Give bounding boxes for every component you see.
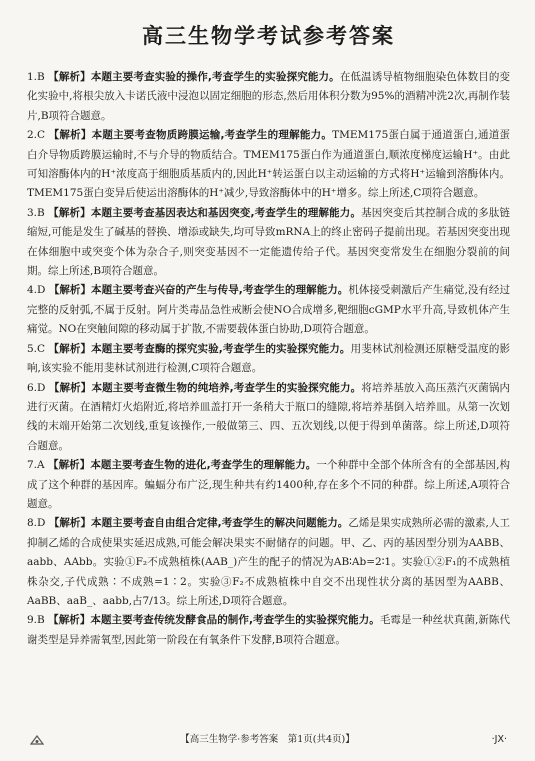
footer-region-code: ·JX·: [491, 734, 507, 745]
footer-page-info: 【高三生物学·参考答案 第1页(共4页)】: [180, 734, 355, 745]
answer-item: 3.B 【解析】本题主要考查基因表达和基因突变,考查学生的理解能力。基因突变后其控制合成的多肽链缩短,可能是发生了碱基的替换、增添或缺失,均可导致mRNA上的终止密码子提前出现。若基因突变出现在体细胞中或突变个体为杂合子,则突变基因不一定能遗传给子代。基因突变常发生在细胞分裂前的间期。综上所述,B项符合题意。: [27, 206, 511, 278]
answer-item: 4.D 【解析】本题主要考查兴奋的产生与传导,考查学生的理解能力。机体接受刺激后产生痛觉,没有经过完整的反射弧,不属于反射。阿片类毒品急性戒断会使NO合成增多,靶细胞cGMP水平升高,导致机体产生痛觉。NO在突触间隙的移动属于扩散,不需要载体蛋白协助,D项符合题意。: [27, 284, 510, 336]
answer-item: 8.D 【解析】本题主要考查自由组合定律,考查学生的解决问题能力。乙烯是果实成熟所必需的激素,人工抑制乙烯的合成使果实延迟成熟,可能会解决果实不耐储存的问题。甲、乙、丙的基因型分别为AABB、aabb、AAbb。实验①F₂不成熟植株(AAB_)产生的配子的情况为AB∶Ab=2∶1。实验①②F₁的不成熟植株杂交,子代成熟∶不成熟=1∶2。实验③F₂不成熟植株中自交不出现性状分离的基因型为AABB、AaBB、aaB_、aabb,占7/13。综上所述,D项符合题意。: [27, 517, 510, 607]
answer-item: 7.A 【解析】本题主要考查生物的进化,考查学生的理解能力。一个种群中全部个体所含有的全部基因,构成了这个种群的基因库。蝙蝠分布广泛,现生种共有约1400种,存在多个不同的种群。综上所述,A项符合题意。: [27, 459, 511, 510]
page-footer: [0, 730, 535, 750]
answer-list: [27, 68, 510, 650]
page-title: 高三生物学考试参考答案: [142, 24, 395, 48]
answer-item: 1.B 【解析】本题主要考查实验的操作,考查学生的实验探究能力。在低温诱导植物细胞染色体数目的变化实验中,将根尖放入卡诺氏液中浸泡以固定细胞的形态,然后用体积分数为95%的酒精冲洗2次,再制作装片,B项符合题意。: [27, 71, 511, 122]
answer-item: 6.D 【解析】本题主要考查微生物的纯培养,考查学生的实验探究能力。将培养基放入高压蒸汽灭菌锅内进行灭菌。在酒精灯火焰附近,将培养皿盖打开一条稍大于瓶口的缝隙,将培养基倒入培养皿。从第一次划线的末端开始第二次划线,重复该操作,一般做第三、四、五次划线,以便于得到单菌落。综上所述,D项符合题意。: [27, 381, 511, 452]
answer-item: 2.C 【解析】本题主要考查物质跨膜运输,考查学生的理解能力。TMEM175蛋白属于通道蛋白,通道蛋白介导物质跨膜运输时,不与介导的物质结合。TMEM175蛋白作为通道蛋白,顺浓度梯度运输H⁺。由此可知溶酶体内的H⁺浓度高于细胞质基质内的,因此H⁺转运蛋白以主动运输的方式将H⁺运输到溶酶体内。TMEM175蛋白变异后使运出溶酶体的H⁺减少,导致溶酶体中的H⁺增多。综上所述,C项符合题意。: [27, 129, 510, 200]
answer-item: 9.B 【解析】本题主要考查传统发酵食品的制作,考查学生的实验探究能力。毛霉是一种丝状真菌,新陈代谢类型是异养需氧型,因此第一阶段在有氧条件下发酵,B项符合题意。: [27, 614, 510, 646]
answer-item: 5.C 【解析】本题主要考查酶的探究实验,考查学生的实验探究能力。用斐林试剂检测还原糖受温度的影响,该实验不能用斐林试剂进行检测,C项符合题意。: [27, 342, 511, 375]
